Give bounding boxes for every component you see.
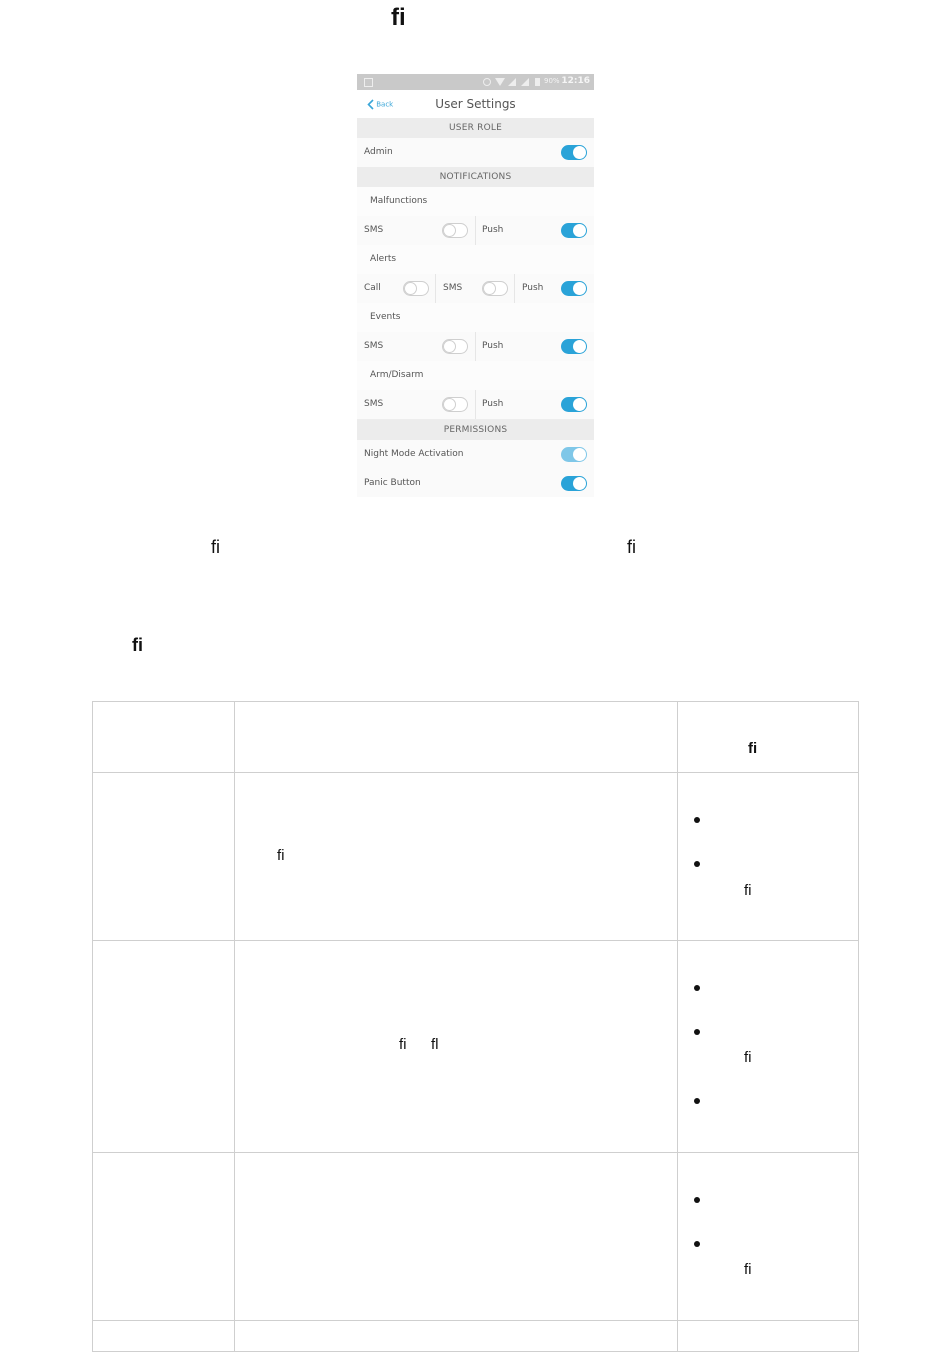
table-cell	[235, 1321, 678, 1352]
bullet-fragment: ﬁ	[744, 882, 752, 899]
malfunctions-sms-label: SMS	[364, 225, 384, 235]
table-row	[93, 1153, 859, 1321]
bullet-fragment: ﬁ	[744, 1049, 752, 1066]
divider	[435, 274, 436, 303]
arm-disarm-push-toggle[interactable]	[561, 397, 587, 412]
permissions-table	[92, 701, 859, 1352]
table-cell	[93, 702, 235, 773]
row-night-mode	[357, 440, 594, 470]
arm-disarm-sms-label: SMS	[364, 399, 384, 409]
divider	[475, 332, 476, 361]
text-fragment-top: ﬁ	[391, 4, 406, 31]
back-label: Back	[376, 100, 394, 109]
divider	[514, 274, 515, 303]
bullet	[694, 1098, 700, 1104]
table-cell	[93, 773, 235, 941]
night-mode-toggle[interactable]	[561, 447, 587, 462]
description-fragment: ﬁ	[399, 1036, 407, 1053]
table-cell	[678, 1321, 859, 1352]
events-sms-label: SMS	[364, 341, 384, 351]
malfunctions-sms-toggle[interactable]	[442, 223, 468, 238]
table-cell	[235, 941, 678, 1153]
header-fragment: ﬁ	[748, 740, 758, 757]
table-cell	[93, 1321, 235, 1352]
alerts-push-label: Push	[522, 283, 544, 293]
events-sms-toggle[interactable]	[442, 339, 468, 354]
wifi-icon	[495, 78, 505, 86]
signal-icon-2	[521, 78, 529, 86]
table-cell	[93, 941, 235, 1153]
table-row	[93, 1321, 859, 1352]
alarm-icon	[483, 78, 491, 86]
panic-button-label: Panic Button	[364, 478, 421, 488]
alerts-sms-toggle[interactable]	[482, 281, 508, 296]
description-fragment: ﬁ	[277, 847, 285, 864]
night-mode-label: Night Mode Activation	[364, 449, 464, 459]
table-cell	[678, 773, 859, 941]
bullet	[694, 1029, 700, 1035]
text-fragment-caption-left: ﬁ	[211, 537, 220, 557]
battery-percent: 90%	[544, 77, 560, 85]
alerts-sms-label: SMS	[443, 283, 463, 293]
status-bar	[357, 74, 594, 90]
row-arm-disarm-header	[357, 361, 594, 391]
signal-icon	[508, 78, 516, 86]
bullet	[694, 1197, 700, 1203]
alerts-call-toggle[interactable]	[403, 281, 429, 296]
arm-disarm-sms-toggle[interactable]	[442, 397, 468, 412]
section-notifications: NOTIFICATIONS	[357, 167, 594, 187]
row-malfunctions-options	[357, 216, 594, 246]
row-admin	[357, 138, 594, 168]
section-permissions: PERMISSIONS	[357, 420, 594, 440]
text-fragment-heading: ﬁ	[132, 635, 143, 655]
bullet	[694, 817, 700, 823]
row-panic-button	[357, 469, 594, 497]
status-icons	[481, 77, 551, 87]
row-alerts-options	[357, 274, 594, 304]
row-alerts-header	[357, 245, 594, 275]
admin-toggle[interactable]	[561, 145, 587, 160]
table-header-row	[93, 702, 859, 773]
table-cell	[235, 702, 678, 773]
row-events-options	[357, 332, 594, 362]
malfunctions-push-toggle[interactable]	[561, 223, 587, 238]
events-push-label: Push	[482, 341, 504, 351]
text-fragment-caption-right: ﬁ	[627, 537, 636, 557]
table-row	[93, 773, 859, 941]
description-fragment: ﬂ	[431, 1036, 439, 1053]
alerts-label: Alerts	[370, 254, 397, 264]
divider	[475, 216, 476, 245]
arm-disarm-label: Arm/Disarm	[370, 370, 424, 380]
divider	[475, 390, 476, 419]
nav-bar	[357, 90, 594, 118]
bullet	[694, 985, 700, 991]
user-settings-screenshot	[357, 74, 594, 497]
alerts-push-toggle[interactable]	[561, 281, 587, 296]
bullet	[694, 1241, 700, 1247]
bullet-fragment: ﬁ	[744, 1261, 752, 1278]
table-cell	[678, 941, 859, 1153]
clock: 12:16	[561, 76, 590, 86]
table-cell	[678, 702, 859, 773]
admin-label: Admin	[364, 147, 393, 157]
table-row	[93, 941, 859, 1153]
malfunctions-label: Malfunctions	[370, 196, 428, 206]
table-cell	[235, 1153, 678, 1321]
events-label: Events	[370, 312, 401, 322]
malfunctions-push-label: Push	[482, 225, 504, 235]
alerts-call-label: Call	[364, 283, 381, 293]
bullet	[694, 861, 700, 867]
table-cell	[93, 1153, 235, 1321]
table-cell	[235, 773, 678, 941]
row-arm-disarm-options	[357, 390, 594, 420]
arm-disarm-push-label: Push	[482, 399, 504, 409]
screen-title: User Settings	[435, 97, 516, 111]
battery-icon	[535, 78, 540, 86]
events-push-toggle[interactable]	[561, 339, 587, 354]
row-events-header	[357, 303, 594, 333]
table-cell	[678, 1153, 859, 1321]
row-malfunctions-header	[357, 187, 594, 217]
section-user-role: USER ROLE	[357, 118, 594, 138]
image-icon	[364, 78, 373, 87]
panic-button-toggle[interactable]	[561, 476, 587, 491]
